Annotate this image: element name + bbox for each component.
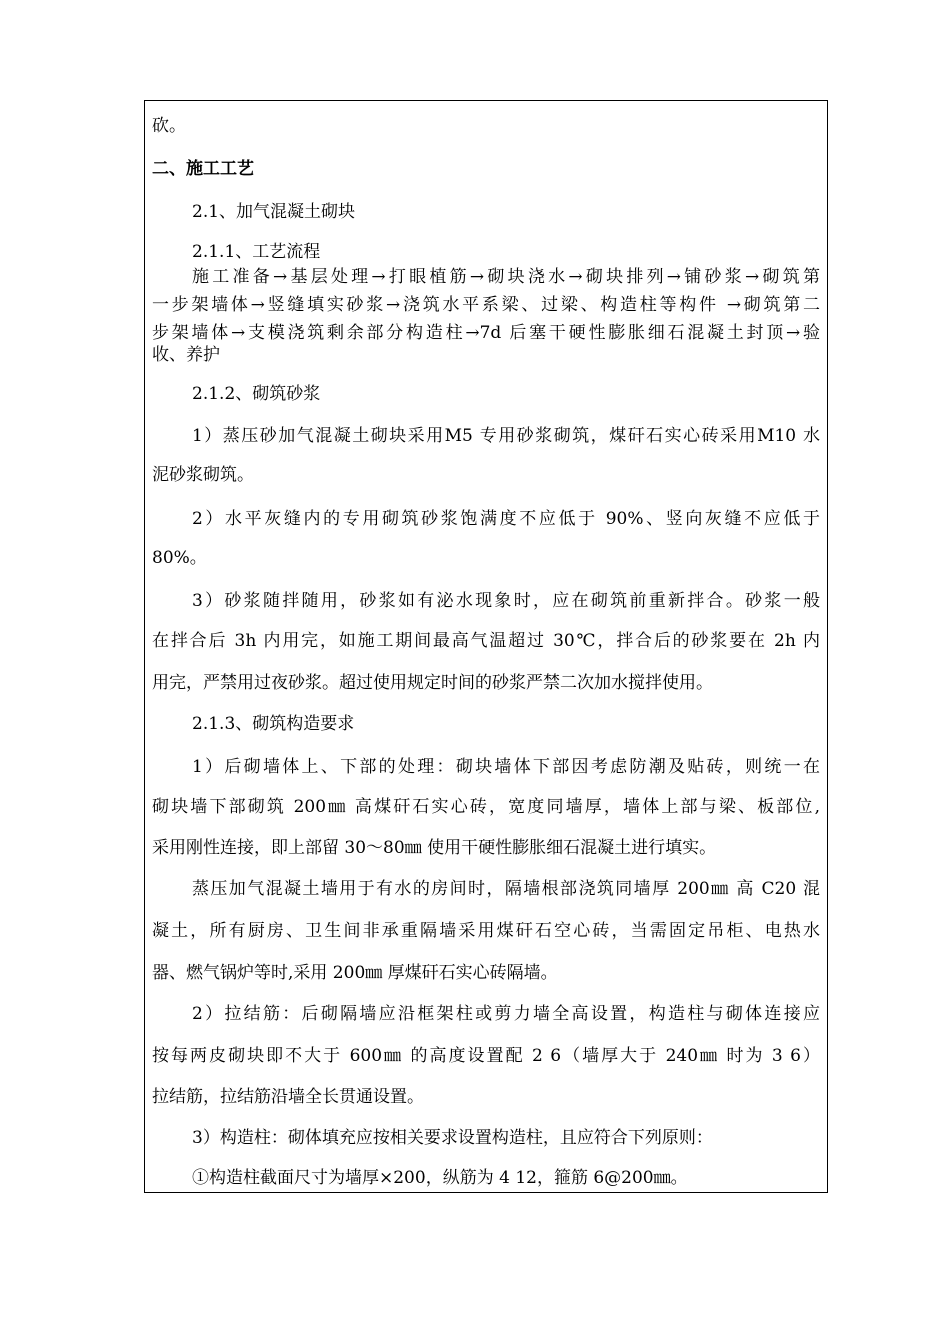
text-line: 80%。: [152, 548, 207, 568]
subsection-heading: 2.1.2、砌筑砂浆: [192, 384, 321, 404]
text-line: ①构造柱截面尺寸为墙厚×200，纵筋为 4 12，箍筋 6@200㎜。: [192, 1168, 688, 1188]
text-line: 1）蒸压砂加气混凝土砌块采用M5 专用砂浆砌筑，煤矸石实心砖采用M10 水: [192, 426, 820, 446]
text-line: 2）水平灰缝内的专用砌筑砂浆饱满度不应低于 90%、竖向灰缝不应低于: [192, 509, 820, 529]
text-line: 一步架墙体→竖缝填实砂浆→浇筑水平系梁、过梁、构造柱等构件 →砌筑第二: [152, 295, 820, 315]
text-line: 砌块墙下部砌筑 200㎜ 高煤矸石实心砖，宽度同墙厚，墙体上部与梁、板部位,: [152, 797, 820, 817]
subsection-heading: 2.1.1、工艺流程: [192, 242, 321, 262]
text-line: 3）砂浆随拌随用，砂浆如有泌水现象时，应在砌筑前重新拌合。砂浆一般: [192, 591, 820, 611]
text-line: 按每两皮砌块即不大于 600㎜ 的高度设置配 2 6（墙厚大于 240㎜ 时为 3 6）: [152, 1046, 820, 1066]
text-line: 施工准备→基层处理→打眼植筋→砌块浇水→砌块排列→铺砂浆→砌筑第: [192, 267, 820, 287]
subsection-heading: 2.1.3、砌筑构造要求: [192, 714, 355, 734]
text-line: 凝土，所有厨房、卫生间非承重隔墙采用煤矸石空心砖，当需固定吊柜、电热水: [152, 921, 820, 941]
text-line: 拉结筋，拉结筋沿墙全长贯通设置。: [152, 1087, 424, 1107]
text-line: 蒸压加气混凝土墙用于有水的房间时，隔墙根部浇筑同墙厚 200㎜ 高 C20 混: [192, 879, 820, 899]
text-line: 收、养护: [152, 345, 220, 365]
text-line: 在拌合后 3h 内用完，如施工期间最高气温超过 30℃，拌合后的砂浆要在 2h 内: [152, 631, 820, 651]
text-line: 用完，严禁用过夜砂浆。超过使用规定时间的砂浆严禁二次加水搅拌使用。: [152, 673, 713, 693]
text-line: 器、燃气锅炉等时,采用 200㎜ 厚煤矸石实心砖隔墙。: [152, 963, 558, 983]
text-line: 2）拉结筋：后砌隔墙应沿框架柱或剪力墙全高设置，构造柱与砌体连接应: [192, 1004, 820, 1024]
text-line: 采用刚性连接，即上部留 30～80㎜ 使用干硬性膨胀细石混凝土进行填实。: [152, 838, 717, 858]
subsection-heading: 2.1、加气混凝土砌块: [192, 202, 356, 222]
section-heading: 二、施工工艺: [152, 159, 254, 179]
text-line: 3）构造柱：砌体填充应按相关要求设置构造柱，且应符合下列原则：: [192, 1128, 713, 1148]
text-line: 砍。: [152, 116, 186, 136]
text-line: 泥砂浆砌筑。: [152, 465, 254, 485]
text-line: 1）后砌墙体上、下部的处理：砌块墙体下部因考虑防潮及贴砖，则统一在: [192, 757, 820, 777]
text-line: 步架墙体→支模浇筑剩余部分构造柱→7d 后塞干硬性膨胀细石混凝土封顶→验: [152, 323, 820, 343]
